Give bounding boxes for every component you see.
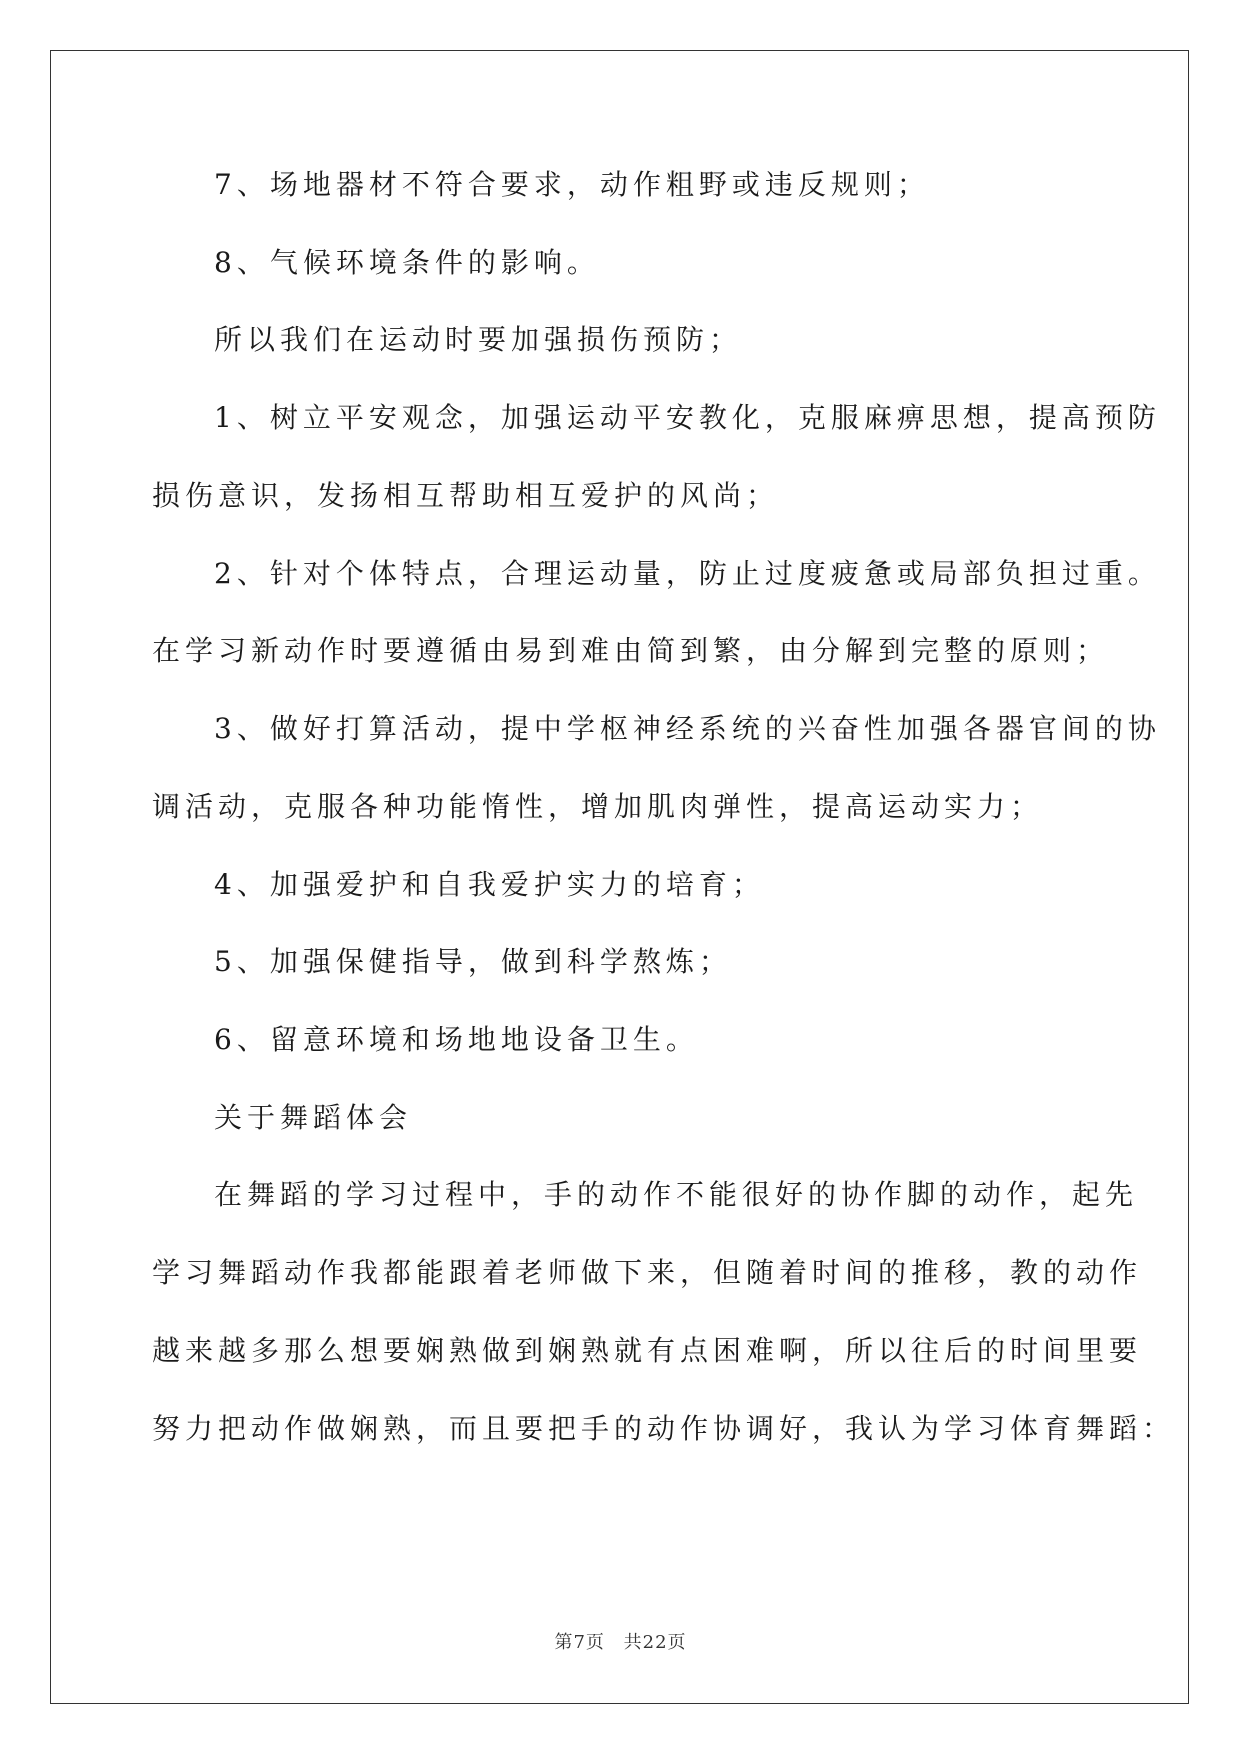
paragraph-line: 3、做好打算活动，提中学枢神经系统的兴奋性加强各器官间的协 [214,712,1161,745]
paragraph-line: 学习舞蹈动作我都能跟着老师做下来，但随着时间的推移，教的动作 [152,1256,1143,1289]
paragraph-line: 努力把动作做娴熟，而且要把手的动作协调好，我认为学习体育舞蹈： [152,1412,1176,1445]
paragraph-line: 在学习新动作时要遵循由易到难由简到繁，由分解到完整的原则； [152,634,1110,667]
paragraph-line: 2、针对个体特点，合理运动量，防止过度疲惫或局部负担过重。 [214,557,1161,590]
paragraph-line: 所以我们在运动时要加强损伤预防； [214,323,743,356]
page-number-total: 共22页 [623,1632,687,1653]
paragraph-line: 5、加强保健指导，做到科学熬炼； [214,945,732,978]
paragraph-line: 损伤意识，发扬相互帮助相互爱护的风尚； [152,479,780,512]
paragraph-line: 越来越多那么想要娴熟做到娴熟就有点困难啊，所以往后的时间里要 [152,1334,1143,1367]
paragraph-line: 在舞蹈的学习过程中，手的动作不能很好的协作脚的动作，起先 [214,1178,1139,1211]
paragraph-line: 6、留意环境和场地地设备卫生。 [214,1023,699,1056]
paragraph-line: 调活动，克服各种功能惰性，增加肌肉弹性，提高运动实力； [152,790,1044,823]
page-number-current: 第7页 [554,1632,605,1653]
paragraph-line: 8、气候环境条件的影响。 [214,246,600,279]
paragraph-line: 1、树立平安观念，加强运动平安教化，克服麻痹思想，提高预防 [214,401,1161,434]
paragraph-line: 7、场地器材不符合要求，动作粗野或违反规则； [214,168,930,201]
section-heading: 关于舞蹈体会 [214,1101,413,1134]
paragraph-line: 4、加强爱护和自我爱护实力的培育； [214,868,765,901]
page-footer [0,1628,1241,1654]
